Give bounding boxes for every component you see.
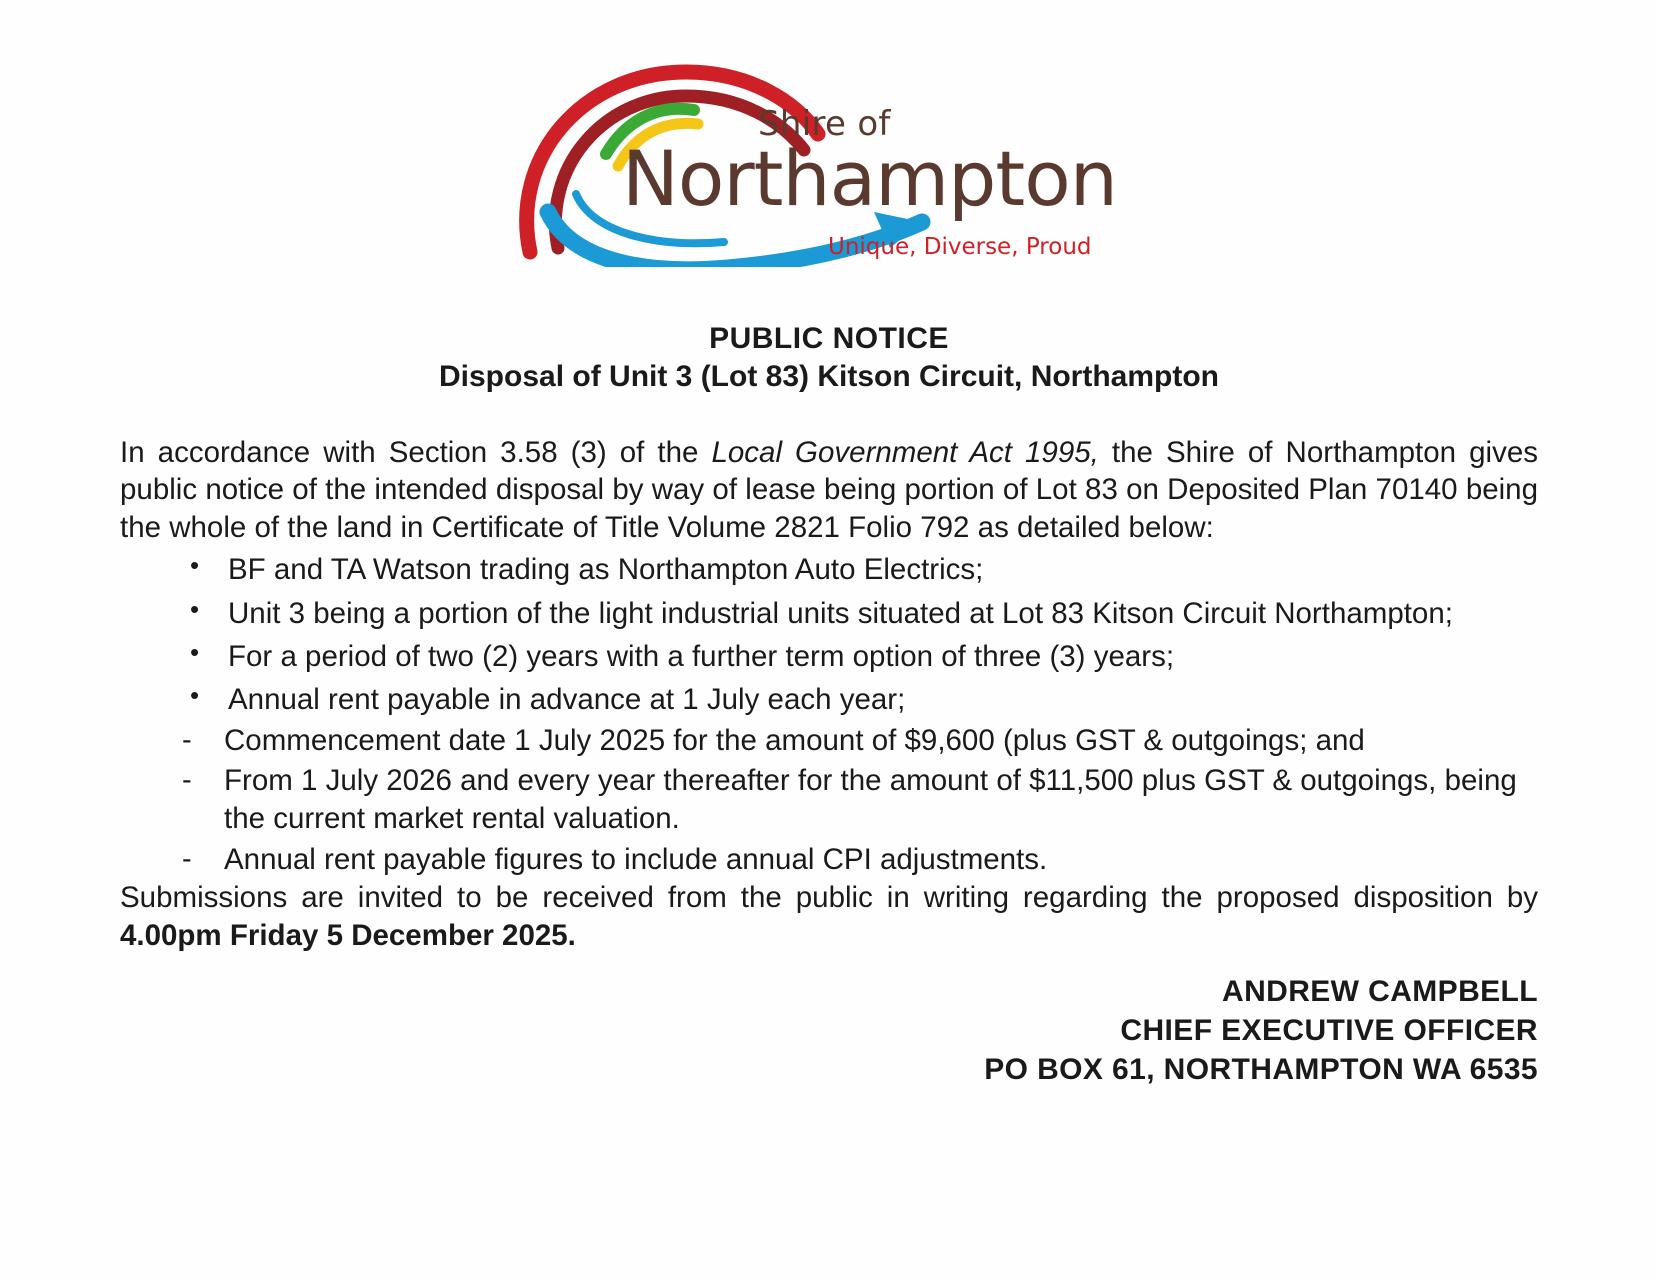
signatory-name: ANDREW CAMPBELL xyxy=(1222,975,1538,1009)
signatory-address: PO BOX 61, NORTHAMPTON WA 6535 xyxy=(984,1053,1538,1087)
list-item: • Annual rent payable in advance at 1 July each year; xyxy=(180,681,1538,719)
shire-logo xyxy=(0,62,1656,267)
act-reference: Local Government Act 1995, xyxy=(711,436,1099,469)
logo-tagline: Unique, Diverse, Proud xyxy=(828,234,1092,260)
intro-paragraph xyxy=(120,434,1538,546)
disposal-details-list xyxy=(120,551,1538,719)
intro-text-part1: In accordance with Section 3.58 (3) of the xyxy=(120,436,712,469)
submission-deadline: 4.00pm Friday 5 December 2025. xyxy=(120,918,576,952)
page-title: PUBLIC NOTICE xyxy=(709,322,949,355)
intro-text-part2: the Shire of Northampton gives public notice of the intended disposal by way of lease being portion of Lot 83 on Deposited Plan 70140 being the whole of the land in Certificate of Title Volume 2821 Folio 792 as detailed below: xyxy=(120,436,1538,544)
logo-org-line1: Shire of xyxy=(758,104,891,144)
signature-block xyxy=(120,972,1538,1089)
list-item: • For a period of two (2) years with a further term option of three (3) years; xyxy=(180,638,1538,676)
signatory-position: CHIEF EXECUTIVE OFFICER xyxy=(1120,1014,1538,1048)
list-item: - Commencement date 1 July 2025 for the amount of $9,600 (plus GST & outgoings; and xyxy=(170,722,1538,760)
closing-text: Submissions are invited to be received from the public in writing regarding the proposed disposition by xyxy=(120,881,1538,915)
rent-schedule-list xyxy=(120,722,1538,879)
closing-paragraph xyxy=(120,879,1538,954)
notice-content xyxy=(120,322,1538,1089)
list-item: • BF and TA Watson trading as Northampton Auto Electrics; xyxy=(180,551,1538,589)
logo-org-line2: Northampton xyxy=(622,134,1117,223)
list-item: • Unit 3 being a portion of the light industrial units situated at Lot 83 Kitson Circuit Northampton; xyxy=(180,595,1538,633)
list-item: - Annual rent payable figures to include annual CPI adjustments. xyxy=(170,841,1538,879)
list-item: - From 1 July 2026 and every year thereafter for the amount of $11,500 plus GST & outgoings, being the current market rental valuation. xyxy=(170,762,1538,839)
page-subtitle: Disposal of Unit 3 (Lot 83) Kitson Circuit, Northampton xyxy=(439,360,1219,393)
